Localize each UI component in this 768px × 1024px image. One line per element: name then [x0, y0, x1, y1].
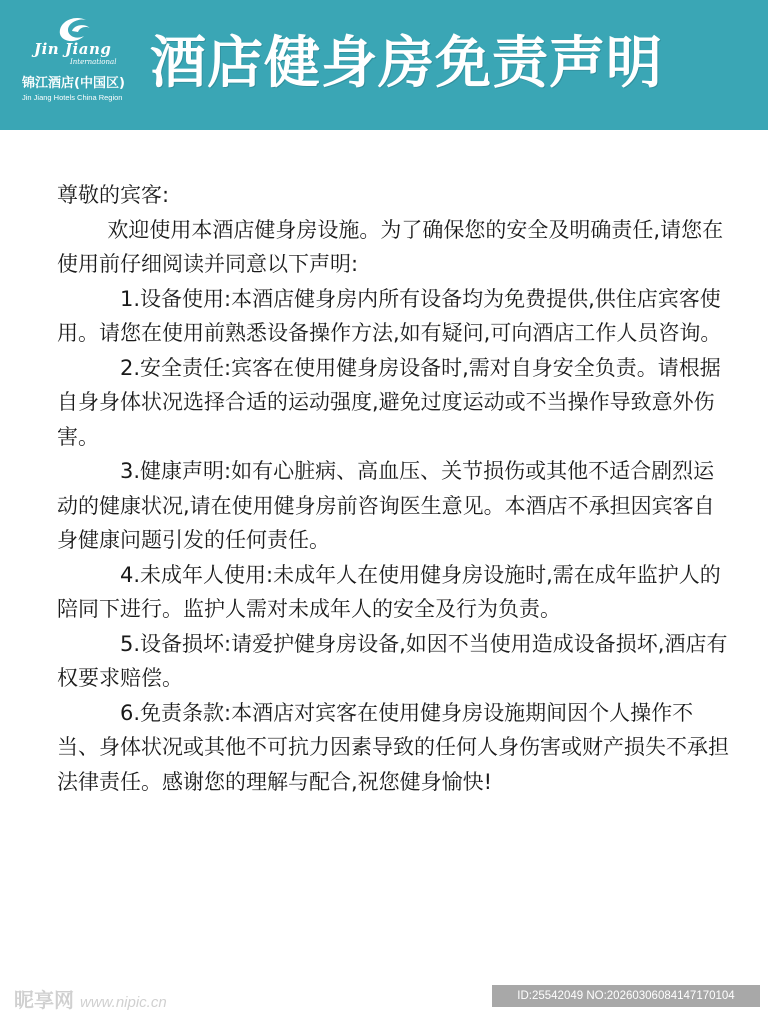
clause-item: 3.健康声明:如有心脏病、高血压、关节损伤或其他不适合剧烈运动的健康状况,请在使用健身房前咨询医生意见。本酒店不承担因宾客自身健康问题引发的任何责任。 [57, 459, 715, 552]
jinjiang-logo [22, 14, 150, 114]
header-banner [0, 0, 768, 130]
logo-en-name: Jin Jiang Hotels China Region [22, 93, 123, 102]
clause-item: 6.免责条款:本酒店对宾客在使用健身房设施期间因个人操作不当、身体状况或其他不可抗力因素导致的任何人身伤害或财产损失不承担法律责任。感谢您的理解与配合,祝您健身愉快! [57, 700, 729, 794]
watermark-logo-text: 昵享网 [14, 988, 74, 1012]
disclaimer-body [57, 178, 729, 799]
intro-paragraph: 欢迎使用本酒店健身房设施。为了确保您的安全及明确责任,请您在使用前仔细阅读并同意以下声明: [57, 217, 724, 276]
logo-brand-text: Jin Jiang [34, 40, 112, 58]
clause-item: 4.未成年人使用:未成年人在使用健身房设施时,需在成年监护人的陪同下进行。监护人需对未成年人的安全及行为负责。 [57, 562, 721, 621]
clause-item: 5.设备损坏:请爱护健身房设备,如因不当使用造成设备损坏,酒店有权要求赔偿。 [57, 631, 728, 690]
clause-item: 2.安全责任:宾客在使用健身房设备时,需对自身安全负责。请根据自身身体状况选择合适的运动强度,避免过度运动或不当操作导致意外伤害。 [57, 355, 721, 449]
clause-item: 1.设备使用:本酒店健身房内所有设备均为免费提供,供住店宾客使用。请您在使用前熟悉设备操作方法,如有疑问,可向酒店工作人员咨询。 [57, 286, 722, 345]
image-id-bar: ID:25542049 NO:20260306084147170104 [492, 985, 760, 1007]
page-title: 酒店健身房免责声明 [150, 31, 663, 96]
watermark-url: www.nipic.cn [80, 994, 167, 1011]
logo-cn-name: 锦江酒店(中国区) [22, 76, 125, 91]
greeting: 尊敬的宾客: [57, 183, 170, 207]
watermark [14, 984, 167, 1013]
logo-sub-text: International [70, 58, 117, 66]
